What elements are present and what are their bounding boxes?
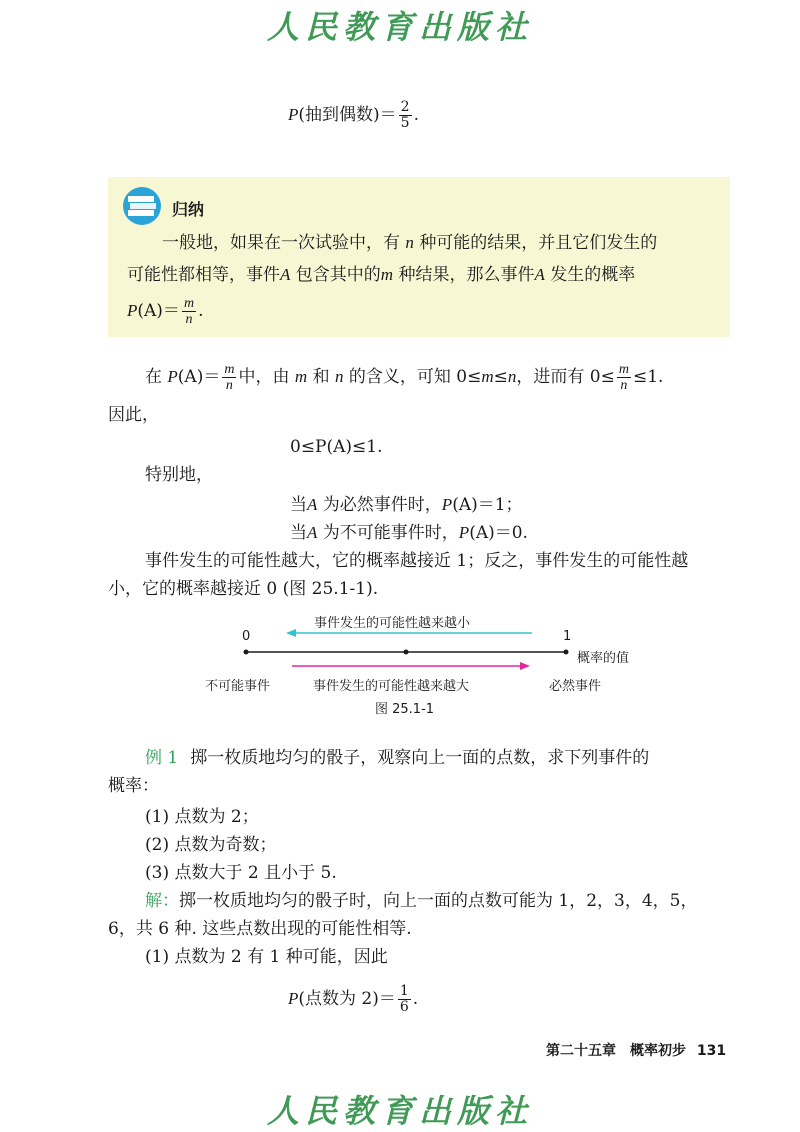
intro-formula: P(抽到偶数)＝ $\frac{2}{5}$ . (288, 99, 419, 131)
summary-line-2 (127, 264, 635, 286)
para-text: 当 (290, 523, 307, 543)
var-m: m (294, 367, 308, 386)
point-one (564, 650, 569, 655)
var-p: P (288, 105, 299, 124)
summary-formula-text: (A)＝ (137, 301, 180, 321)
fraction-denominator: 5 (400, 115, 410, 131)
page-footer-info (546, 1040, 726, 1060)
var-a: A (280, 265, 291, 284)
para-text: 当 (290, 495, 307, 515)
fraction-denominator: n (185, 312, 193, 327)
chapter-title: 第二十五章 概率初步 (546, 1043, 686, 1059)
figure-right-label: 必然事件 (549, 679, 602, 694)
range-formula: 0≤P(A)≤1. (290, 437, 383, 457)
closing-line-1: 事件发生的可能性越大，它的概率越接近 1；反之，事件发生的可能性越 (145, 551, 689, 571)
para-text: (A)＝0. (469, 523, 528, 543)
figure-caption: 图 25.1-1 (375, 702, 435, 717)
summary-formula: P(A)＝ $\frac{m}{n}$ . (127, 296, 204, 327)
page-number: 131 (696, 1043, 727, 1059)
para-text: ，进而有 0≤ (516, 367, 615, 387)
summary-text: 可能性都相等，事件 (127, 265, 280, 285)
summary-text: 种可能的结果，并且它们发生的 (419, 233, 658, 253)
publisher-logo-bottom: 人民教育出版社 (266, 1092, 533, 1130)
para-text: ≤ (493, 367, 508, 387)
example-line-2: 概率： (108, 776, 159, 796)
point-zero (244, 650, 249, 655)
publisher-logo-top: 人民教育出版社 (266, 8, 533, 46)
summary-line-1 (162, 232, 657, 254)
para-text: 的含义，可知 0≤ (348, 367, 482, 387)
books-icon (120, 186, 166, 226)
fraction-1-6 (398, 984, 411, 1015)
certain-event-line (290, 494, 523, 516)
solution-text: 掷一枚质地均匀的骰子时，向上一面的点数可能为 1，2，3，4，5， (179, 891, 698, 911)
figure-zero-label: 0 (242, 629, 251, 644)
result-text: (点数为 2)＝ (298, 989, 396, 1009)
point-middle (404, 650, 409, 655)
solution-label: 解： (145, 891, 179, 911)
solution-line-1 (145, 890, 697, 912)
var-p: P (441, 495, 453, 514)
para-text: 为不可能事件时， (322, 523, 459, 543)
fraction-m-n (182, 296, 196, 327)
var-a: A (307, 523, 318, 542)
example-text: 掷一枚质地均匀的骰子，观察向上一面的点数，求下列事件的 (190, 748, 650, 768)
intro-prob-text: (抽到偶数)＝ (298, 105, 397, 125)
example-label: 例 1 (145, 748, 179, 768)
fraction-m-n (222, 362, 236, 393)
var-p: P (288, 989, 299, 1008)
summary-text: 一般地，如果在一次试验中，有 (162, 233, 400, 253)
figure-top-label: 事件发生的可能性越来越小 (314, 616, 471, 631)
var-p: P (458, 523, 470, 542)
closing-line-2: 小，它的概率越接近 0 (图 25.1-1). (108, 579, 379, 599)
fraction-numerator: 1 (399, 983, 409, 999)
fraction-denominator: n (620, 378, 628, 393)
para-text: 在 (145, 367, 162, 387)
question-3: (3) 点数大于 2 且小于 5. (145, 863, 337, 883)
var-n: n (507, 367, 517, 386)
fraction-numerator: m (183, 296, 195, 311)
para-text: 中，由 (238, 367, 290, 387)
summary-text: 包含其中的 (295, 265, 381, 285)
para-text: (A)＝ (177, 367, 221, 387)
summary-text: 发生的概率 (550, 265, 636, 285)
var-a: A (307, 495, 318, 514)
figure-one-label: 1 (563, 629, 572, 644)
question-1: (1) 点数为 2； (145, 807, 259, 827)
fraction-denominator: n (225, 378, 233, 393)
summary-title: 归纳 (172, 200, 205, 219)
para-range (145, 362, 663, 393)
var-m: m (380, 265, 394, 284)
fraction-2-5 (399, 100, 412, 131)
fraction-m-n (617, 362, 631, 393)
impossible-event-line (290, 522, 528, 544)
para-text: ≤1. (632, 367, 664, 387)
fraction-numerator: m (224, 362, 235, 377)
decreasing-arrowhead (286, 629, 296, 637)
summary-text: 种结果，那么事件 (398, 265, 535, 285)
var-p: P (167, 367, 178, 386)
figure-mid-label: 事件发生的可能性越来越大 (313, 679, 470, 694)
fraction-numerator: 2 (400, 99, 410, 115)
fraction-numerator: m (618, 362, 629, 377)
figure-left-label: 不可能事件 (205, 679, 271, 694)
para-text: 为必然事件时， (322, 495, 442, 515)
result-formula: P(点数为 2)＝ $\frac{1}{6}$ . (288, 983, 419, 1015)
therefore-text: 因此， (108, 405, 159, 425)
var-n: n (334, 367, 344, 386)
var-m: m (481, 367, 494, 386)
var-p: P (127, 301, 138, 320)
solution-line-3: (1) 点数为 2 有 1 种可能，因此 (145, 947, 388, 967)
var-a: A (534, 265, 545, 284)
question-2: (2) 点数为奇数； (145, 835, 277, 855)
special-text: 特别地， (145, 465, 213, 485)
para-text: (A)＝1； (452, 495, 523, 515)
increasing-arrowhead (520, 662, 530, 670)
para-text: 和 (312, 367, 330, 387)
fraction-denominator: 6 (399, 999, 409, 1015)
solution-line-2: 6，共 6 种. 这些点数出现的可能性相等. (108, 919, 412, 939)
probability-scale-diagram (200, 625, 600, 675)
figure-axis-label: 概率的值 (577, 651, 630, 666)
var-n: n (405, 233, 414, 252)
example-line-1 (145, 747, 649, 769)
